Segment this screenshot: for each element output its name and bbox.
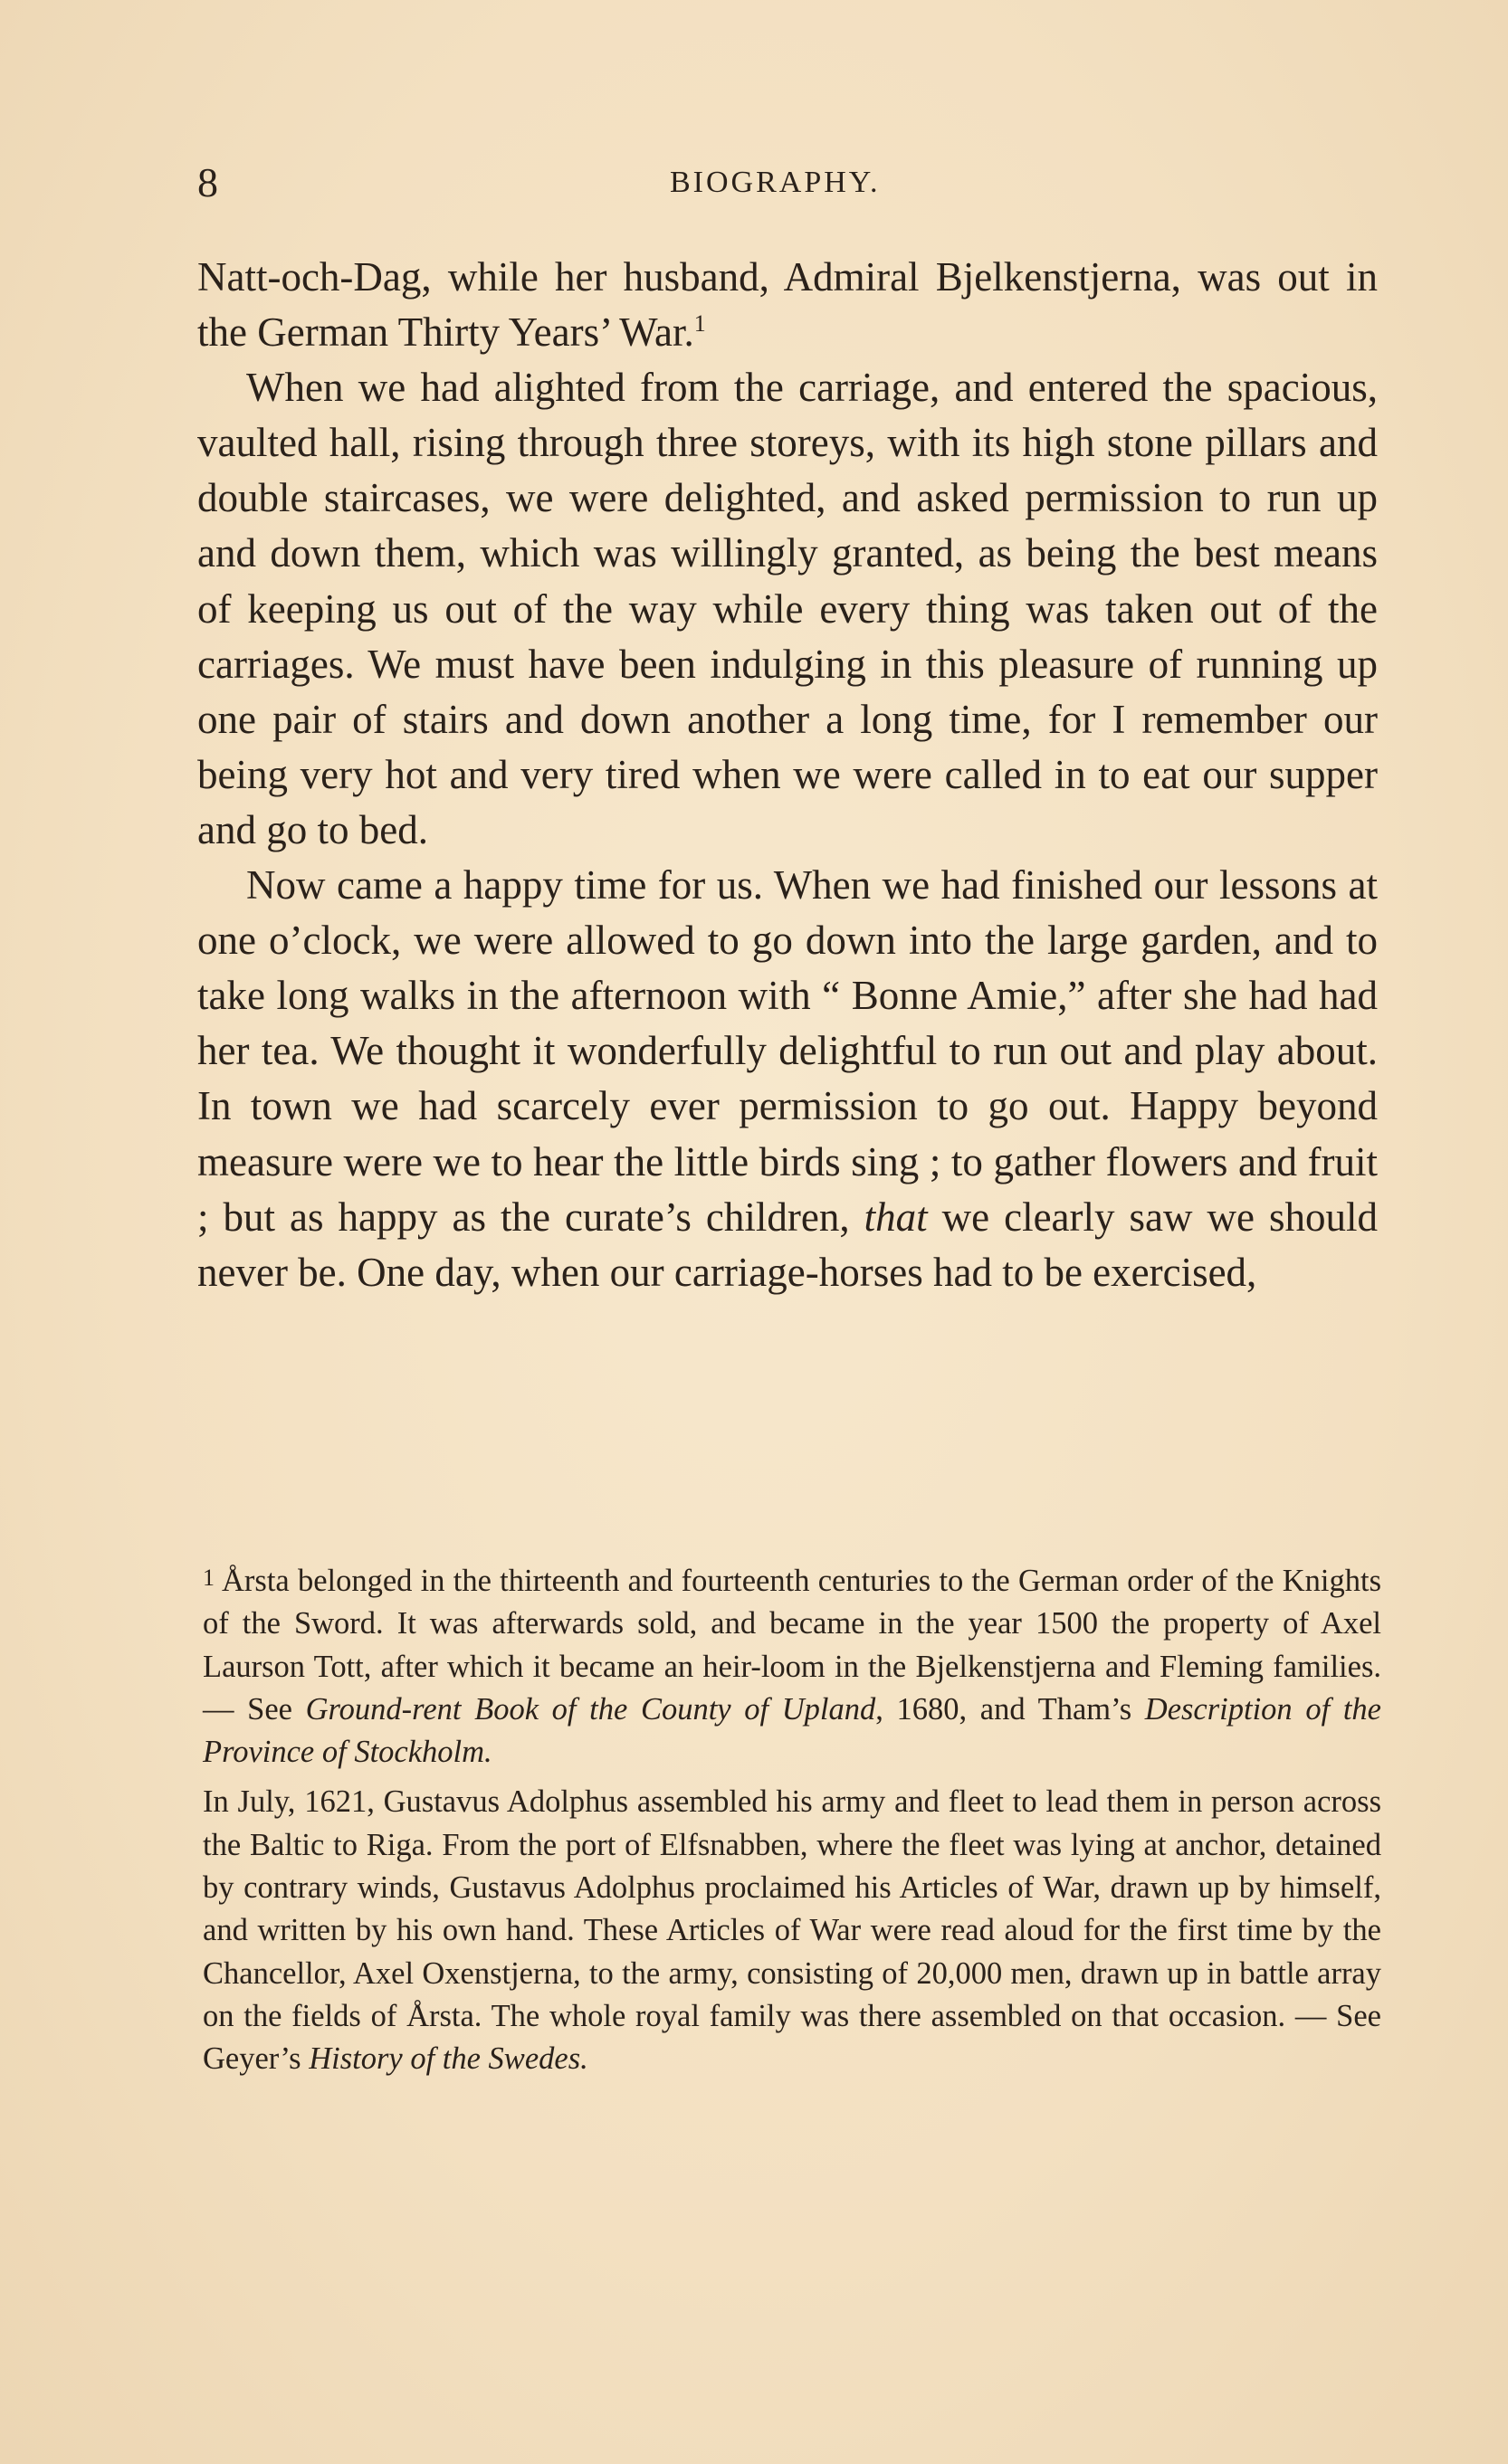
footnote-reference: 1 bbox=[693, 310, 706, 338]
paragraph-3-emphasis: that bbox=[864, 1194, 928, 1240]
paragraph-2: When we had alighted from the carriage, and entered the spacious, vaulted hall, rising through three storeys, with its high stone pillars and double staircases, we were delighted, and asked permission to run up and down them, which was willingly granted, as being the best means of keeping us out of the way while every thing was taken out of the carriages. We must have been indulging in this pleasure of running up one pair of stairs and down another a long time, for I remember our being very hot and very tired when we were called in to eat our supper and go to bed. bbox=[197, 365, 1378, 852]
footnote-1-text-a: Årsta belonged in the thirteenth and fourteenth centuries to the German order of the Knights of the Sword. It was afterwards sold, and became in the year 1500 the property of Axel Laurson Tott, after which it became an heir-loom in the Bjelkenstjerna and Fleming families. — See bbox=[203, 1564, 1381, 1727]
footnote-1-title-b: Description of the Province of Stockholm. bbox=[203, 1691, 1381, 1770]
footnote-marker: 1 bbox=[203, 1565, 215, 1591]
footnote-1-paragraph-2 bbox=[203, 1781, 1381, 2080]
paragraph-3-text-b: we clearly saw we should never be. One day, when our carriage-horses had to be exercised, bbox=[197, 1194, 1378, 1295]
footnote-1-para2-text: In July, 1621, Gustavus Adolphus assembled his army and fleet to lead them in person across the Baltic to Riga. From the port of Elfsnabben, where the fleet was lying at anchor, detained by contrary winds, Gustavus Adolphus proclaimed his Articles of War, drawn up by himself, and written by his own hand. These Articles of War were read aloud for the first time by the Chancellor, Axel Oxenstjerna, to the army, consisting of 20,000 men, drawn up in battle array on the fields of Årsta. The whole royal family was there assembled on that occasion. — See Geyer’s bbox=[203, 1784, 1381, 2077]
footnote-1-title-a: Ground-rent Book of the County of Upland bbox=[305, 1691, 876, 1727]
footnote-1 bbox=[203, 1556, 1381, 1774]
running-head: BIOGRAPHY. bbox=[670, 166, 881, 199]
footnotes bbox=[203, 1556, 1381, 2081]
paragraph-3 bbox=[197, 858, 1378, 1300]
page-header bbox=[197, 156, 1336, 210]
page-number: 8 bbox=[197, 159, 218, 205]
footnote-1-text-b: , 1680, and Tham’s bbox=[875, 1691, 1145, 1727]
paragraph-1 bbox=[197, 250, 1378, 360]
paragraph-1-text: Natt-och-Dag, while her husband, Admiral Bjelkenstjerna, was out in the German Thirty Years’ War. bbox=[197, 254, 1378, 356]
paragraph-3-text-a: Now came a happy time for us. When we had finished our lessons at one o’clock, we were allowed to go down into the large garden, and to take long walks in the afternoon with “ Bonne Amie,” after she had had her tea. We thought it wonderfully delightful to run out and play about. In town we had scarcely ever permission to go out. Happy beyond measure were we to hear the little birds sing ; to gather flowers and fruit ; but as happy as the curate’s children, bbox=[197, 862, 1378, 1240]
main-text bbox=[197, 250, 1378, 1300]
footnote-1-para2-title: History of the Swedes. bbox=[309, 2041, 588, 2077]
